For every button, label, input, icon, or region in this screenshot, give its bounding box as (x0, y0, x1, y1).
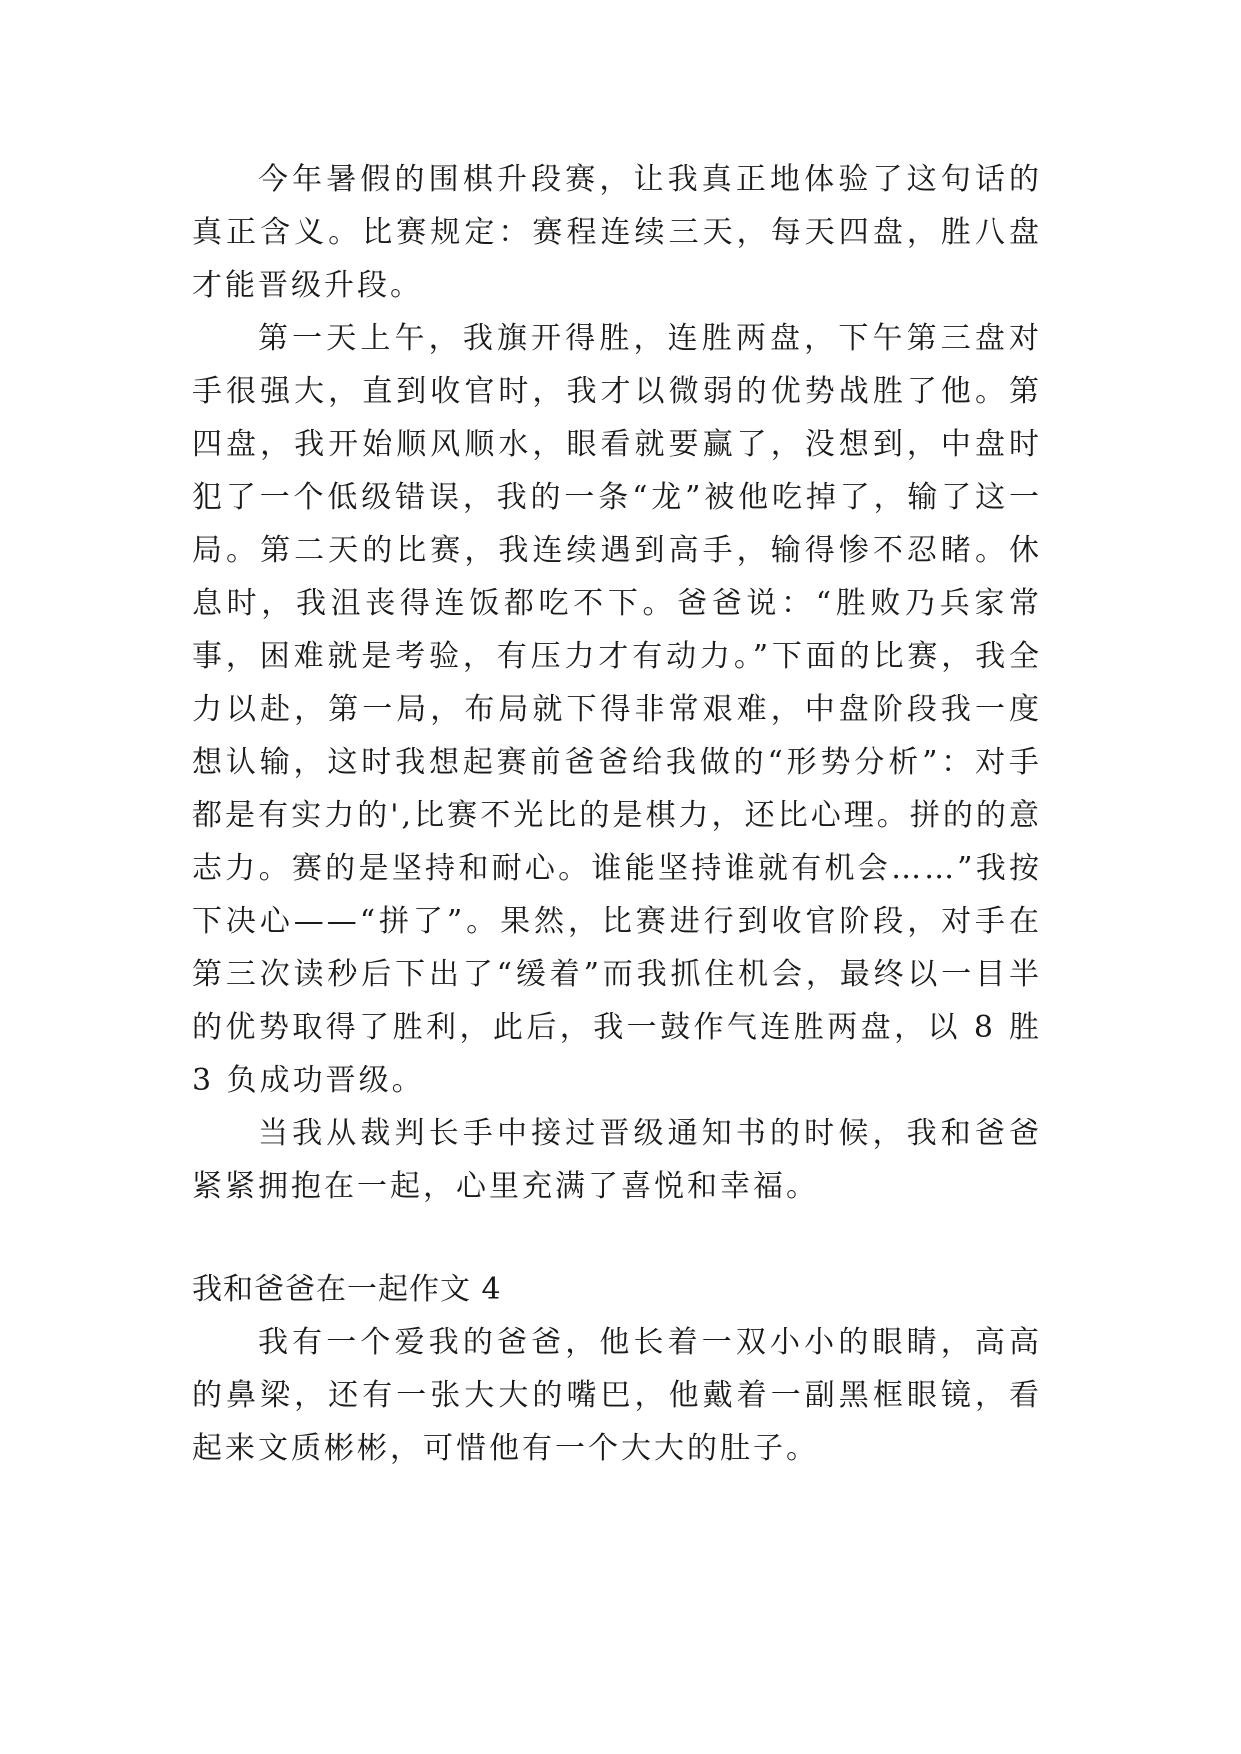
paragraph-celebration: 当我从裁判长手中接过晋级通知书的时候，我和爸爸紧紧拥抱在一起，心里充满了喜悦和幸福。 (192, 1116, 1042, 1204)
paragraph-tournament-story: 第一天上午，我旗开得胜，连胜两盘，下午第三盘对手很强大，直到收官时，我才以微弱的优势战胜了他。第四盘，我开始顺风顺水，眼看就要赢了，没想到，中盘时犯了一个低级错误，我的一条“龙”被他吃掉了，输了这一局。第二天的比赛，我连续遇到高手，输得惨不忍睹。休息时，我沮丧得连饭都吃不下。爸爸说：“胜败乃兵家常事，困难就是考验，有压力才有动力。”下面的比赛，我全力以赴，第一局，布局就下得非常艰难，中盘阶段我一度想认输，这时我想起赛前爸爸给我做的“形势分析”：对手都是有实力的',比赛不光比的是棋力，还比心理。拼的的意志力。赛的是坚持和耐心。谁能坚持谁就有机会……”我按下决心——“拼了”。果然，比赛进行到收官阶段，对手在第三次读秒后下出了“缓着”而我抓住机会，最终以一目半的优势取得了胜利，此后，我一鼓作气连胜两盘，以 8 胜 3 负成功晋级。 (192, 321, 1042, 1098)
paragraph-promotion-rules: 今年暑假的围棋升段赛，让我真正地体验了这句话的真正含义。比赛规定：赛程连续三天，每天四盘，胜八盘才能晋级升段。 (192, 162, 1042, 303)
section-heading: 我和爸爸在一起作文 4 (192, 1272, 502, 1307)
document-body (192, 153, 1042, 1475)
paragraph-father-description: 我有一个爱我的爸爸，他长着一双小小的眼睛，高高的鼻梁，还有一张大大的嘴巴，他戴着一副黑框眼镜，看起来文质彬彬，可惜他有一个大大的肚子。 (192, 1325, 1042, 1466)
